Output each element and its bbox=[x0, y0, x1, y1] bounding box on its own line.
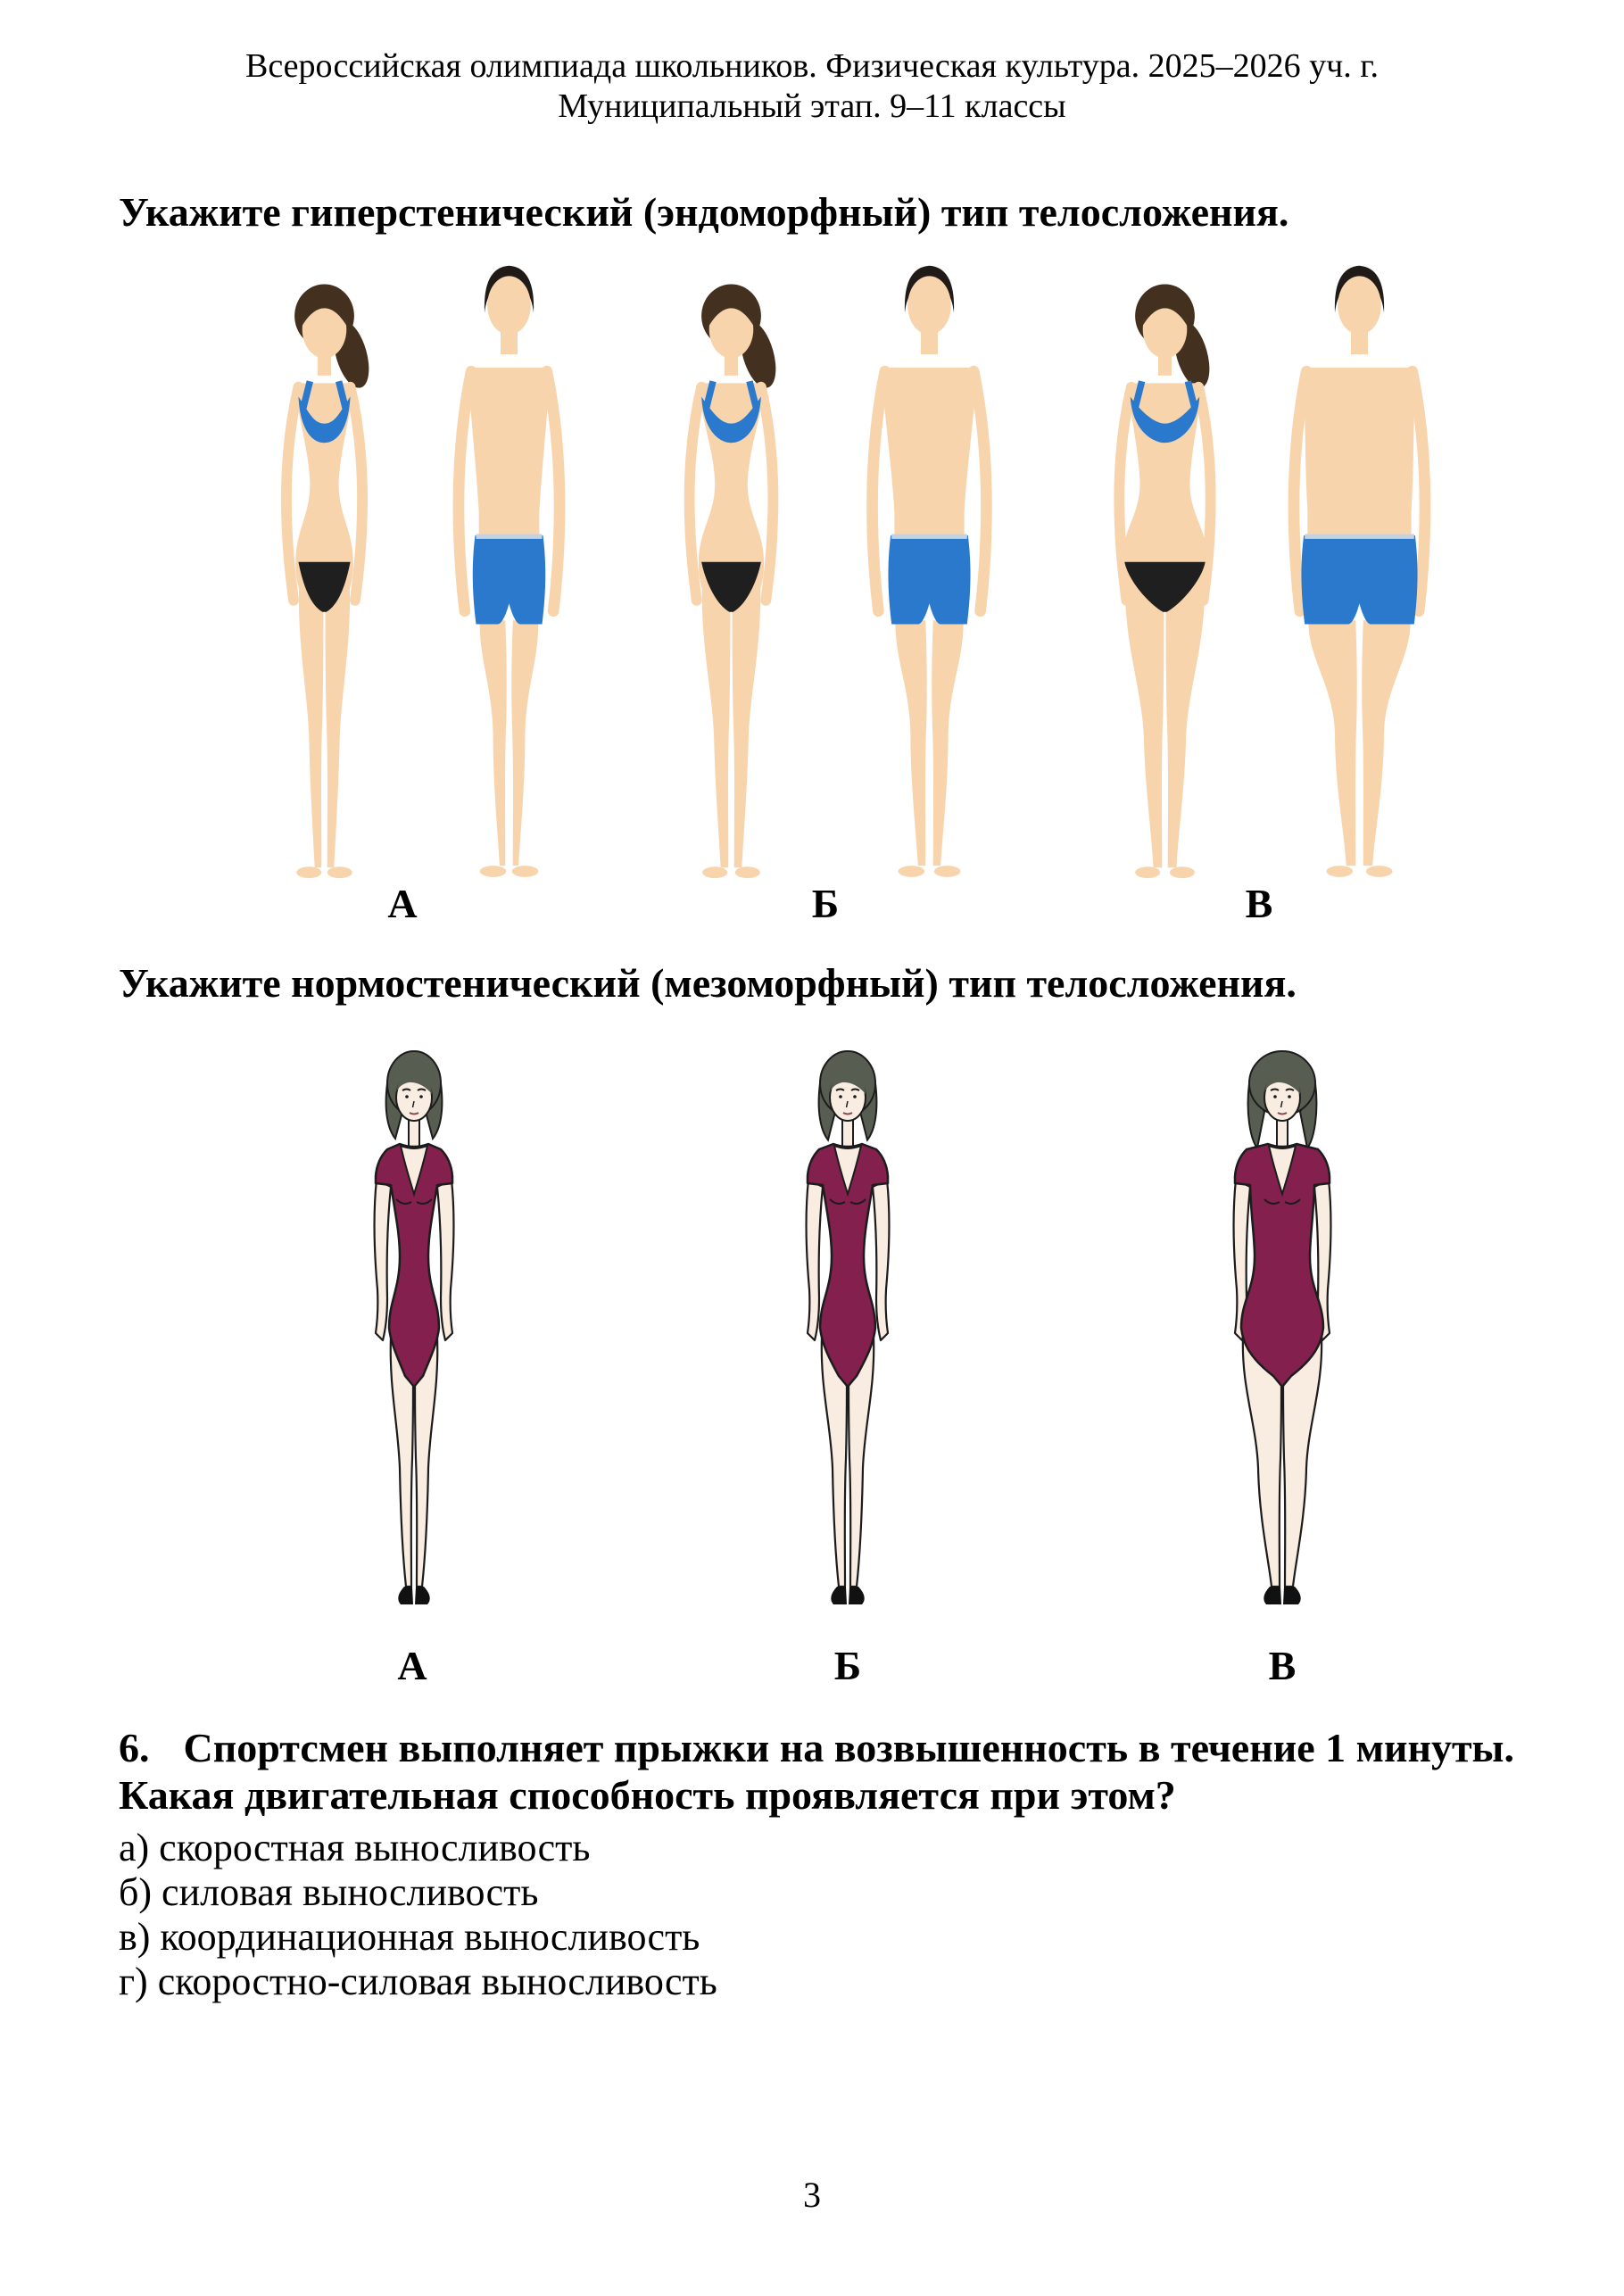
option-g: г) скоростно-силовая выносливость bbox=[119, 1960, 717, 2003]
figure-male-pair-b bbox=[825, 253, 1033, 913]
figure-lineart-woman-b bbox=[741, 1026, 955, 1615]
question-6-options bbox=[119, 1826, 1515, 2004]
figure-lineart-woman-a bbox=[307, 1026, 521, 1615]
figure-lineart-woman-v bbox=[1175, 1026, 1389, 1615]
option-a: а) скоростная выносливость bbox=[119, 1826, 591, 1869]
option-v: в) координационная выносливость bbox=[119, 1915, 700, 1959]
header-line-2: Муниципальный этап. 9–11 классы bbox=[558, 87, 1066, 125]
label-mesomorph-b: Б bbox=[833, 1643, 862, 1688]
figure-female-pair-v bbox=[1059, 241, 1271, 914]
label-endomorph-a: А bbox=[387, 881, 418, 926]
label-endomorph-b: Б bbox=[811, 881, 840, 926]
question-6-line-2: Какая двигательная способность проявляется при этом? bbox=[119, 1772, 1176, 1818]
page-number: 3 bbox=[803, 2175, 821, 2215]
figure-male-pair-a bbox=[405, 253, 613, 913]
question-6 bbox=[119, 1724, 1515, 2004]
question-mesomorph-heading: Укажите нормостенический (мезоморфный) тип телосложения. bbox=[119, 960, 1297, 1006]
page-header bbox=[0, 46, 1624, 127]
option-b: б) силовая выносливость bbox=[119, 1870, 539, 1914]
figure-female-pair-b bbox=[626, 241, 837, 914]
question-endomorph-heading: Укажите гиперстенический (эндоморфный) тип телосложения. bbox=[119, 189, 1289, 235]
label-mesomorph-v: В bbox=[1268, 1643, 1297, 1688]
label-mesomorph-a: А bbox=[397, 1643, 427, 1688]
figure-male-pair-v bbox=[1255, 253, 1463, 913]
header-line-1: Всероссийская олимпиада школьников. Физическая культура. 2025–2026 уч. г. bbox=[244, 47, 1379, 85]
question-6-number: 6. bbox=[119, 1725, 150, 1770]
figure-female-pair-a bbox=[219, 241, 430, 914]
label-endomorph-v: В bbox=[1245, 881, 1273, 926]
question-6-line-1: 6. Спортсмен выполняет прыжки на возвышенность в течение 1 минуты. bbox=[119, 1725, 1514, 1770]
